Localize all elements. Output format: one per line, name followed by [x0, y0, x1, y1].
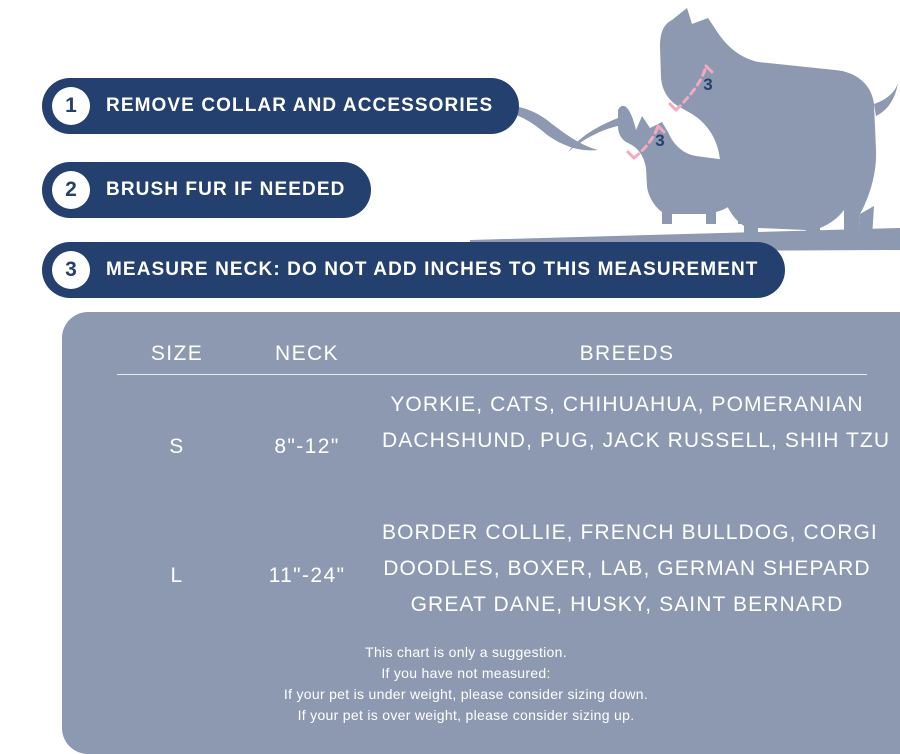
row-l-breed-line-2: DOODLES, BOXER, LAB, GERMAN SHEPARD — [383, 557, 871, 580]
chart-footnote — [62, 642, 900, 726]
size-chart-panel — [62, 312, 900, 754]
header-divider — [117, 374, 867, 375]
step-2-label: BRUSH FUR IF NEEDED — [106, 179, 346, 200]
step-3-number: 3 — [52, 251, 90, 289]
column-header-neck: NECK — [275, 342, 339, 365]
row-s-size: S — [169, 435, 185, 458]
dog-measure-label: 3 — [703, 75, 713, 94]
step-1-remove-collar — [42, 78, 519, 134]
step-1-number: 1 — [52, 87, 90, 125]
cat-measure-label: 3 — [655, 131, 665, 150]
step-3-label: MEASURE NECK: DO NOT ADD INCHES TO THIS MEASUREMENT — [106, 259, 759, 280]
row-l-breeds — [382, 515, 878, 623]
step-2-brush-fur — [42, 162, 371, 218]
column-header-breeds: BREEDS — [579, 342, 675, 365]
row-l-size: L — [170, 564, 184, 587]
row-l-breed-line-3: GREAT DANE, HUSKY, SAINT BERNARD — [410, 593, 844, 616]
row-s-neck: 8"-12" — [274, 435, 340, 458]
footnote-line-4: If your pet is over weight, please consider sizing up. — [297, 707, 635, 723]
footnote-line-1: This chart is only a suggestion. — [365, 644, 567, 660]
step-1-label: REMOVE COLLAR AND ACCESSORIES — [106, 95, 494, 116]
row-l-neck: 11"-24" — [268, 564, 346, 587]
row-s-breed-line-2: DACHSHUND, PUG, JACK RUSSELL, SHIH TZU — [382, 429, 891, 452]
row-l-breed-line-1: BORDER COLLIE, FRENCH BULLDOG, CORGI — [382, 521, 878, 544]
row-s-breed-line-1: YORKIE, CATS, CHIHUAHUA, POMERANIAN — [390, 393, 864, 416]
footnote-line-2: If you have not measured: — [381, 665, 551, 681]
step-2-number: 2 — [52, 171, 90, 209]
footnote-line-3: If your pet is under weight, please consider sizing down. — [283, 686, 649, 702]
column-header-size: SIZE — [150, 342, 204, 365]
step-3-measure-neck — [42, 242, 785, 298]
row-s-breeds — [382, 387, 891, 459]
